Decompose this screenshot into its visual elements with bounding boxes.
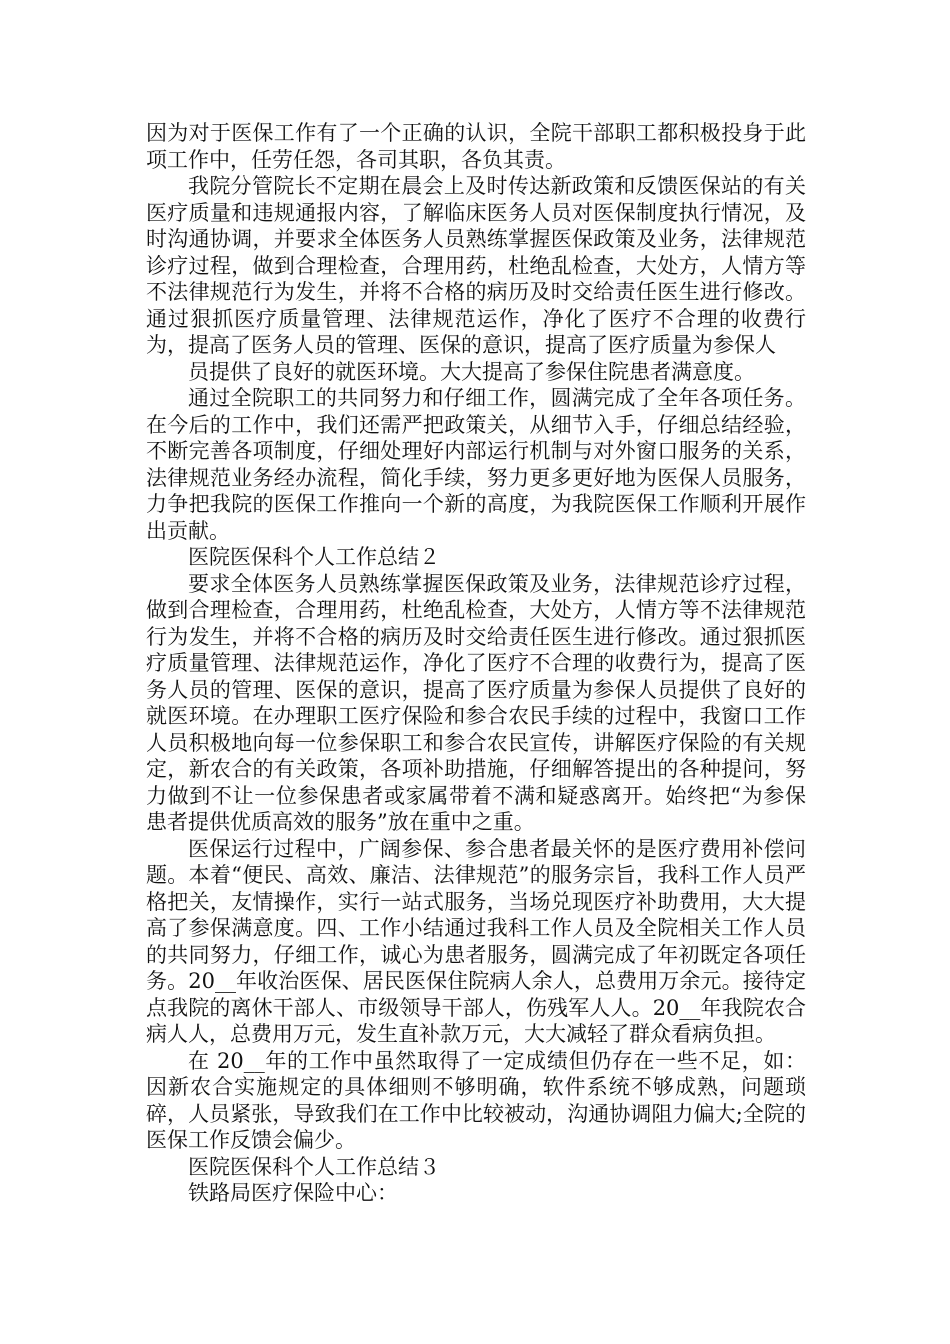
document-body (146, 120, 806, 1207)
salutation: 铁路局医疗保险中心： (188, 1181, 398, 1205)
paragraph-intro: 因为对于医保工作有了一个正确的认识，全院干部职工都积极投身于此项工作中，任劳任怨，各司其职，各负其责。 (146, 121, 806, 172)
paragraph-environment: 员提供了良好的就医环境。大大提高了参保住院患者满意度。 (188, 359, 755, 384)
paragraph-operation: 医保运行过程中，广阔参保、参合患者最关怀的是医疗费用补偿问题。本着“便民、高效、廉洁、法律规范”的服务宗旨，我科工作人员严格把关，友情操作，实行一站式服务，当场兑现医疗补助费用，大大提高了参保满意度。四、工作小结通过我科工作人员及全院相关工作人员的共同努力，仔细工作，诚心为患者服务，圆满完成了年初既定各项任务。20__年收治医保、居民医保住院病人余人，总费用万余元。接待定点我院的离休干部人、市级领导干部人，伤残军人人。20__年我院农合病人人，总费用万元，发生直补款万元，大大减轻了群众看病负担。 (146, 836, 806, 1046)
paragraph-management: 我院分管院长不定期在晨会上及时传达新政策和反馈医保站的有关医疗质量和违规通报内容，了解临床医务人员对医保制度执行情况，及时沟通协调，并要求全体医务人员熟练掌握医保政策及业务，法律规范诊疗过程，做到合理检查，合理用药，杜绝乱检查，大处方，人情方等不法律规范行为发生，并将不合格的病历及时交给责任医生进行修改。通过狠抓医疗质量管理、法律规范运作，净化了医疗不合理的收费行为，提高了医务人员的管理、医保的意识，提高了医疗质量为参保人 (146, 174, 806, 357)
section-heading-3: 医院医保科个人工作总结３ (188, 1154, 440, 1179)
paragraph-shortcomings: 在 20__年的工作中虽然取得了一定成绩但仍存在一些不足，如：因新农合实施规定的具体细则不够明确，软件系统不够成熟，问题琐碎，人员紧张，导致我们在工作中比较被动，沟通协调阻力偏大;全院的医保工作反馈会偏少。 (146, 1048, 806, 1152)
section-heading-2: 医院医保科个人工作总结２ (188, 545, 440, 569)
paragraph-outlook: 通过全院职工的共同努力和仔细工作，圆满完成了全年各项任务。在今后的工作中，我们还需严把政策关，从细节入手，仔细总结经验，不断完善各项制度，仔细处理好内部运行机制与对外窗口服务的关系，法律规范业务经办流程，简化手续，努力更多更好地为医保人员服务，力争把我院的医保工作推向一个新的高度，为我院医保工作顺利开展作出贡献。 (146, 386, 806, 543)
paragraph-service: 要求全体医务人员熟练掌握医保政策及业务，法律规范诊疗过程，做到合理检查，合理用药，杜绝乱检查，大处方，人情方等不法律规范行为发生，并将不合格的病历及时交给责任医生进行修改。通过狠抓医疗质量管理、法律规范运作，净化了医疗不合理的收费行为，提高了医务人员的管理、医保的意识，提高了医疗质量为参保人员提供了良好的就医环境。在办理职工医疗保险和参合农民手续的过程中，我窗口工作人员积极地向每一位参保职工和参合农民宣传，讲解医疗保险的有关规定，新农合的有关政策，各项补助措施，仔细解答提出的各种提问，努力做到不让一位参保患者或家属带着不满和疑惑离开。始终把“为参保患者提供优质高效的服务”放在重中之重。 (146, 571, 806, 834)
